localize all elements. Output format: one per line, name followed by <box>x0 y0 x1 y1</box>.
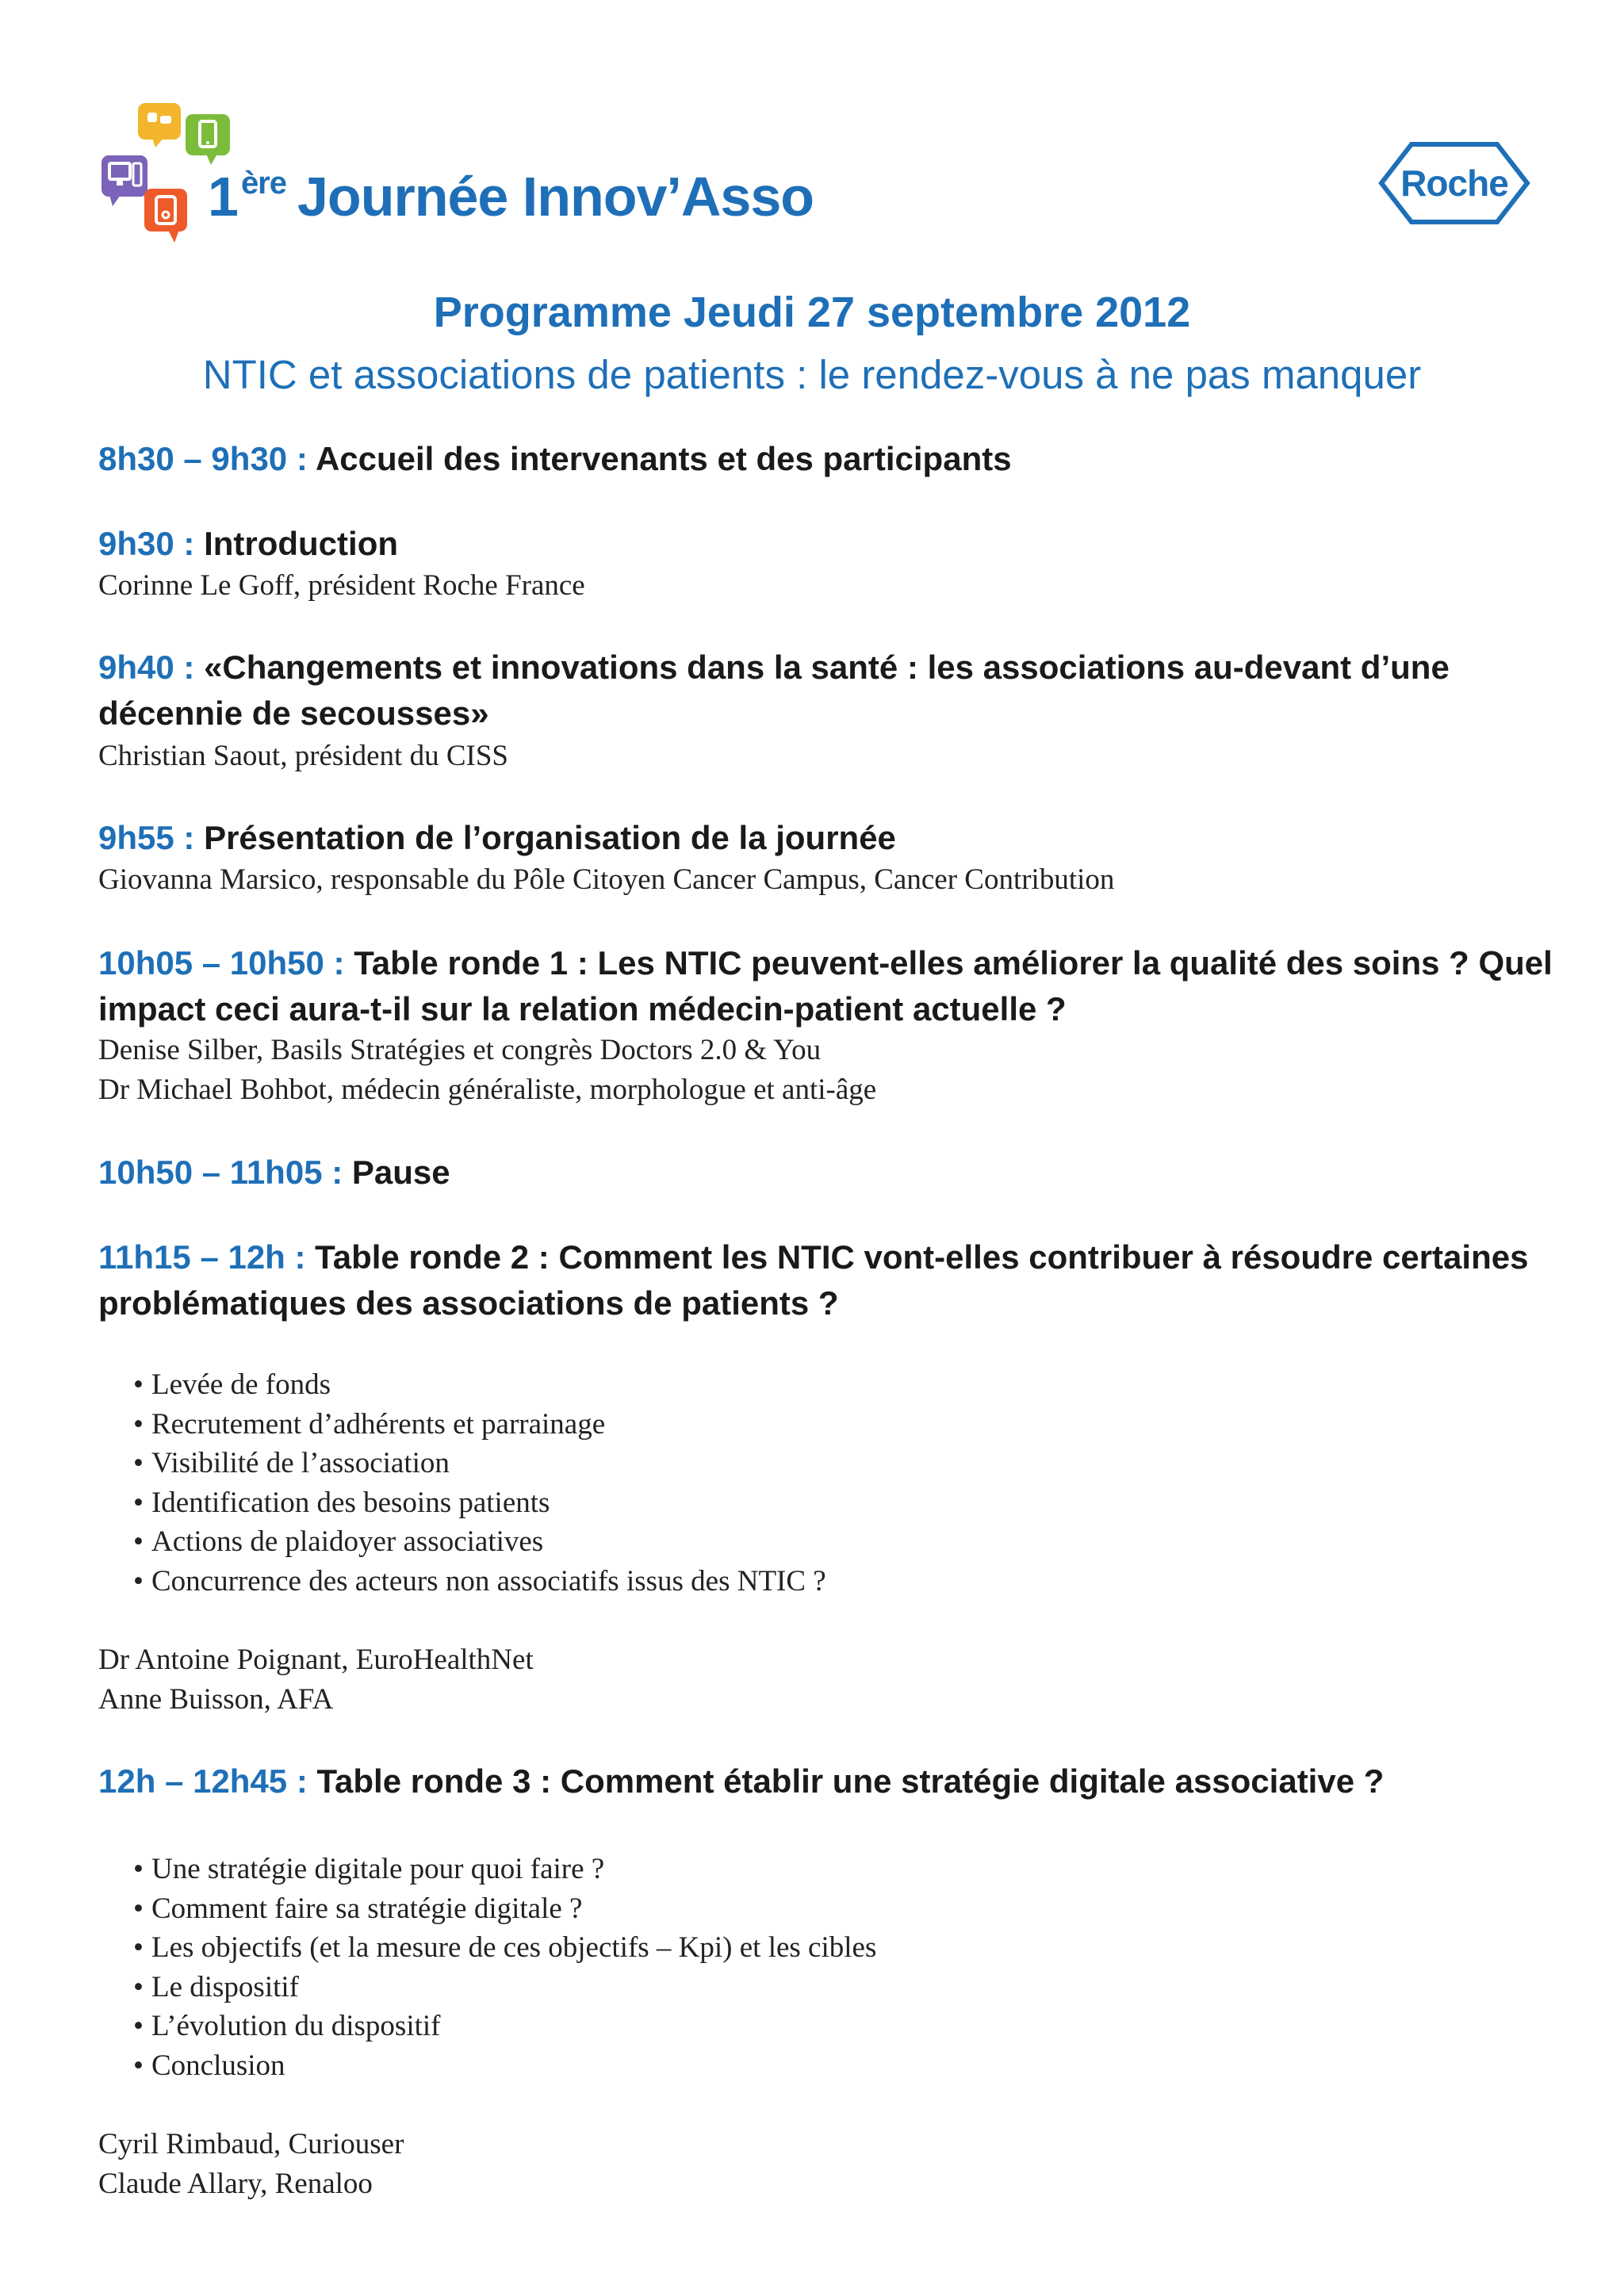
agenda-item-heading <box>98 1758 1589 1804</box>
agenda-item-time: 10h50 – 11h05 : <box>98 1154 343 1191</box>
phone-bubble-icon <box>144 189 187 243</box>
topic-item: • L’évolution du dispositif <box>133 2007 1481 2046</box>
computer-bubble-icon <box>102 155 147 206</box>
programme-title: Programme Jeudi 27 septembre 2012 <box>433 289 1191 336</box>
topic-item: • Levée de fonds <box>133 1365 1481 1405</box>
topic-item: • Identification des besoins patients <box>133 1483 1481 1523</box>
event-number: 1 <box>208 166 238 228</box>
agenda-item-time: 12h – 12h45 : <box>98 1762 308 1800</box>
agenda-item-heading <box>98 1234 1589 1326</box>
speaker-list <box>98 737 1526 776</box>
agenda-item-title: Pause <box>351 1154 450 1191</box>
roche-logo <box>1378 141 1530 225</box>
speaker-list <box>98 860 1526 900</box>
speaker-list <box>98 566 1526 606</box>
topic-item: • Les objectifs (et la mesure de ces objectifs – Kpi) et les cibles <box>133 1928 1481 1968</box>
agenda-item-time: 9h55 : <box>98 819 195 856</box>
speaker-list <box>98 1640 1526 1720</box>
event-number-suffix: ère <box>240 166 286 201</box>
topic-item: • Une stratégie digitale pour quoi faire ? <box>133 1850 1481 1889</box>
tablet-bubble-icon <box>186 114 230 165</box>
speaker: Anne Buisson, AFA <box>98 1683 334 1716</box>
topic-item: • Le dispositif <box>133 1968 1481 2007</box>
chat-bubble-yellow-icon <box>138 103 181 147</box>
agenda-item-time: 10h05 – 10h50 : <box>98 944 345 982</box>
topic-item: • Comment faire sa stratégie digitale ? <box>133 1889 1481 1929</box>
topic-list <box>133 1365 1481 1601</box>
agenda-item-title: Table ronde 3 : Comment établir une stratégie digitale associative ? <box>316 1762 1385 1800</box>
speaker: Christian Saout, président du CISS <box>98 740 508 772</box>
speaker: Corinne Le Goff, président Roche France <box>98 569 585 602</box>
agenda-item-heading <box>98 436 1589 482</box>
speaker: Dr Antoine Poignant, EuroHealthNet <box>98 1644 534 1676</box>
agenda-item-heading <box>98 940 1589 1032</box>
roche-brand-text: Roche <box>1400 163 1508 204</box>
event-name: Journée Innov’Asso <box>297 166 814 228</box>
agenda-item-title: Accueil des intervenants et des participants <box>315 440 1012 477</box>
agenda-item-title: Table ronde 2 : Comment les NTIC vont-elles contribuer à résoudre certaines problématiques des associations de patients ? <box>98 1238 1529 1322</box>
agenda-item-time: 9h30 : <box>98 525 195 562</box>
topic-item: • Actions de plaidoyer associatives <box>133 1522 1481 1562</box>
speaker: Dr Michael Bohbot, médecin généraliste, morphologue et anti-âge <box>98 1073 877 1106</box>
topic-item: • Recrutement d’adhérents et parrainage <box>133 1405 1481 1445</box>
agenda-item-title: Introduction <box>204 525 399 562</box>
topic-list <box>133 1850 1481 2086</box>
speaker-list <box>98 1031 1526 1110</box>
topic-item: • Concurrence des acteurs non associatifs issus des NTIC ? <box>133 1562 1481 1601</box>
agenda-item-time: 9h40 : <box>98 649 195 686</box>
speaker: Claude Allary, Renaloo <box>98 2168 373 2200</box>
agenda-item-heading <box>98 1150 1589 1196</box>
agenda-item-time: 8h30 – 9h30 : <box>98 440 308 477</box>
speaker: Cyril Rimbaud, Curiouser <box>98 2128 404 2160</box>
agenda-item-title: «Changements et innovations dans la santé : les associations au-devant d’une décennie de secousses» <box>98 649 1450 732</box>
agenda-item-heading <box>98 521 1589 567</box>
agenda-item-title: Table ronde 1 : Les NTIC peuvent-elles améliorer la qualité des soins ? Quel impact ceci aura-t-il sur la relation médecin-patient actuelle ? <box>98 944 1553 1027</box>
agenda-item-heading <box>98 645 1589 737</box>
agenda-item-time: 11h15 – 12h : <box>98 1238 306 1276</box>
speaker: Giovanna Marsico, responsable du Pôle Citoyen Cancer Campus, Cancer Contribution <box>98 863 1115 896</box>
topic-item: • Visibilité de l’association <box>133 1444 1481 1483</box>
programme-subtitle: NTIC et associations de patients : le rendez-vous à ne pas manquer <box>202 352 1422 397</box>
topic-item: • Conclusion <box>133 2046 1481 2086</box>
agenda-item-heading <box>98 815 1589 861</box>
speaker: Denise Silber, Basils Stratégies et congrès Doctors 2.0 & You <box>98 1034 822 1066</box>
event-title <box>208 165 814 228</box>
speaker-list <box>98 2125 1526 2204</box>
agenda-item-title: Présentation de l’organisation de la journée <box>204 819 896 856</box>
